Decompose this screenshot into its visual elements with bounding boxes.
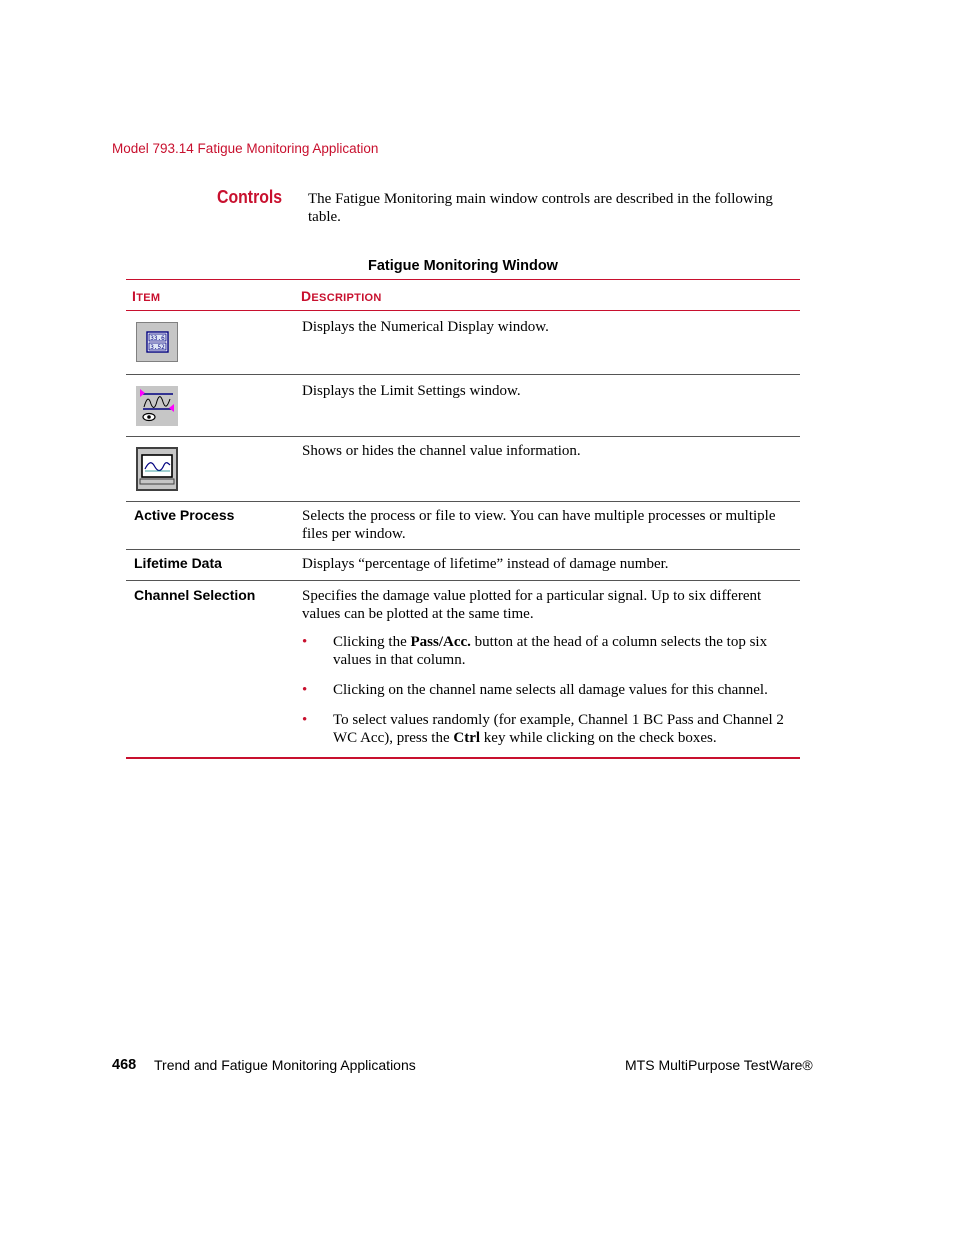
row-description (302, 587, 794, 747)
table-row (126, 311, 800, 375)
row-description: Displays “percentage of lifetime” instead of damage number. (302, 556, 669, 572)
list-item: • To select values randomly (for example, Channel 1 BC Pass and Channel 2 WC Acc), press the Ctrl key while clicking on the check boxes. (302, 712, 784, 746)
row-description: Displays the Numerical Display window. (302, 319, 549, 335)
channel-value-icon (136, 447, 178, 491)
row-item-label: Channel Selection (134, 587, 256, 603)
svg-text:33.6: 33.6 (150, 335, 165, 342)
bullet-icon: • (302, 634, 308, 650)
column-header-description: DESCRIPTION (301, 288, 382, 304)
bullet-list (302, 633, 794, 747)
controls-table (126, 279, 800, 759)
svg-text:3.52: 3.52 (150, 344, 165, 351)
row-item-label: Active Process (134, 507, 235, 523)
table-row (126, 581, 800, 759)
section-title: Controls (217, 187, 283, 207)
list-item: • Clicking on the channel name selects all damage values for this channel. (302, 682, 768, 698)
row-item-label: Lifetime Data (134, 555, 222, 571)
table-caption: Fatigue Monitoring Window (368, 258, 558, 274)
list-item: • Clicking the Pass/Acc. button at the head of a column selects the top six values in that column. (302, 634, 768, 668)
table-header (126, 280, 800, 311)
numerical-display-icon (136, 322, 178, 362)
footer-chapter: Trend and Fatigue Monitoring Applications (154, 1057, 416, 1073)
table-row (126, 550, 800, 581)
table-row (126, 375, 800, 437)
row-description: Shows or hides the channel value information. (302, 443, 581, 459)
intro-paragraph: The Fatigue Monitoring main window controls are described in the following table. (308, 191, 773, 225)
column-header-item: ITEM (132, 288, 161, 304)
bullet-icon: • (302, 712, 308, 728)
row-description: Displays the Limit Settings window. (302, 383, 521, 399)
page-number: 468 (112, 1057, 137, 1073)
running-header: Model 793.14 Fatigue Monitoring Application (112, 141, 379, 156)
table-row (126, 502, 800, 550)
row-description: Selects the process or file to view. You can have multiple processes or multiple files per window. (302, 508, 776, 542)
bullet-icon: • (302, 682, 308, 698)
limit-settings-icon (136, 386, 178, 426)
table-row (126, 437, 800, 502)
footer-product: MTS MultiPurpose TestWare® (625, 1057, 813, 1073)
row-description-text: Specifies the damage value plotted for a particular signal. Up to six different values can be plotted at the same time. (302, 588, 762, 622)
